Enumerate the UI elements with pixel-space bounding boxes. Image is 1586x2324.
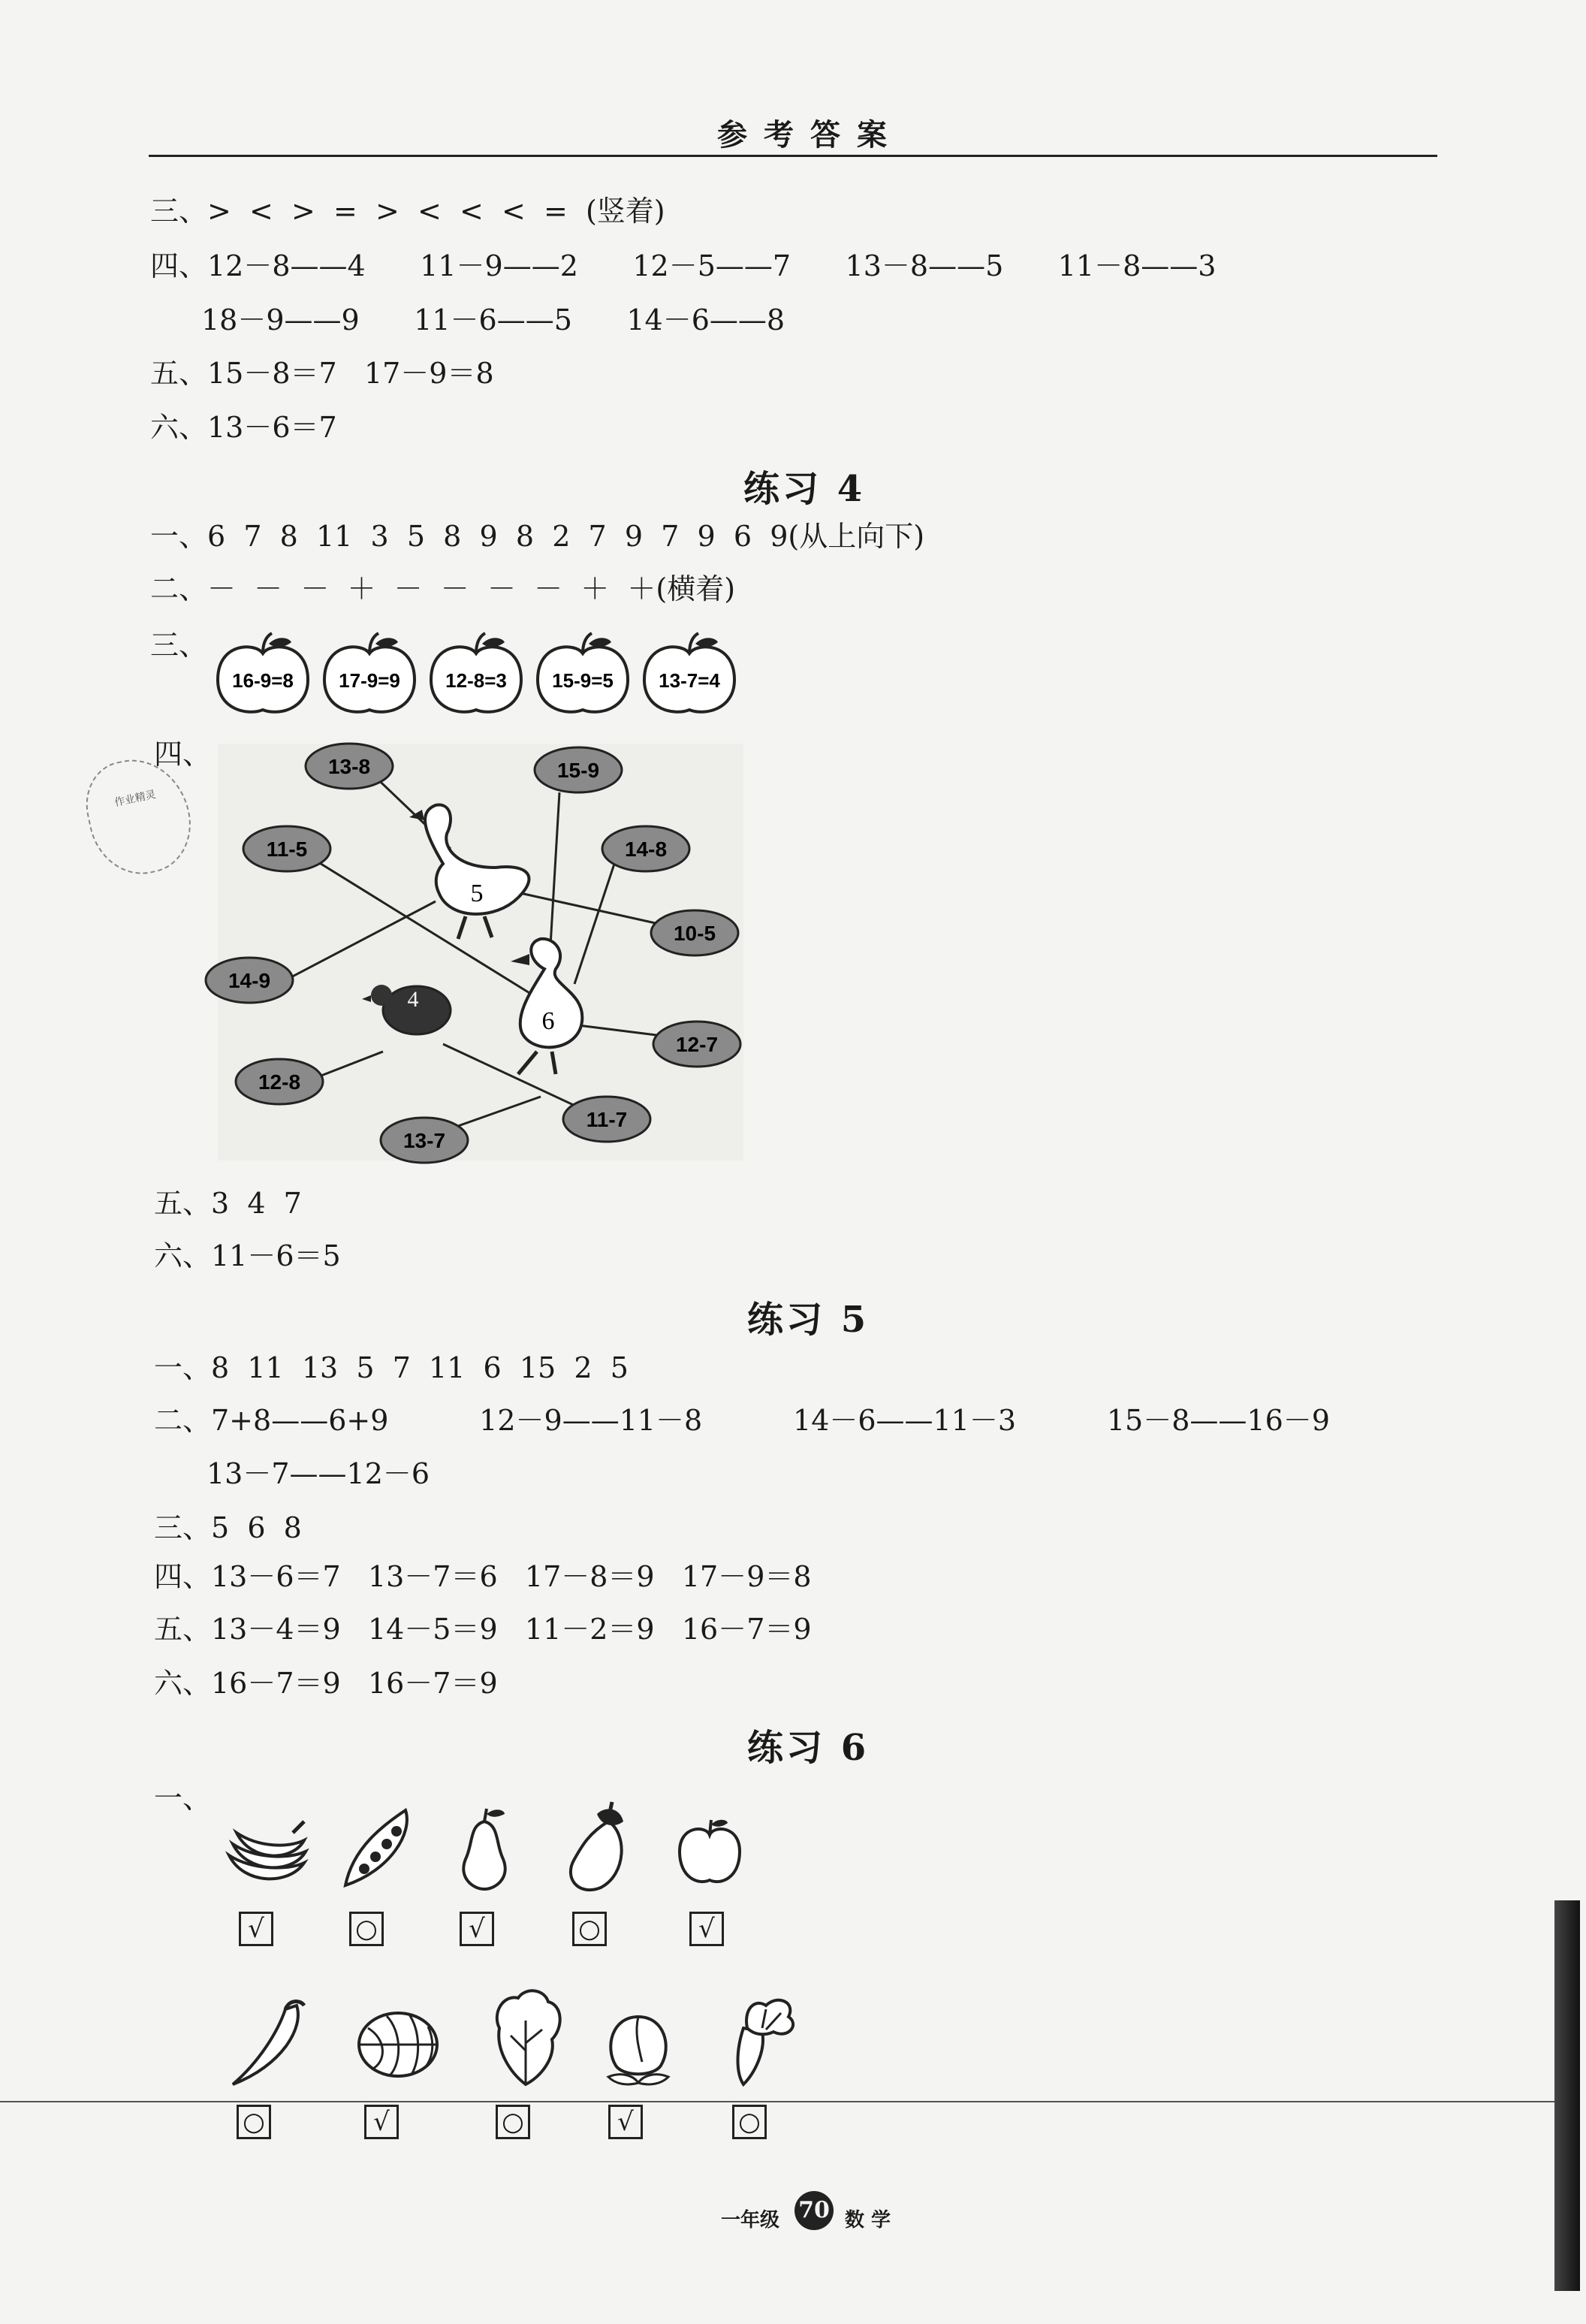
banana-icon	[222, 1810, 312, 1893]
peach-icon	[597, 2002, 680, 2088]
answer-box	[237, 2105, 271, 2139]
oval-text: 15-9	[556, 759, 600, 782]
apple-icon	[431, 633, 521, 712]
exercise-4-title: 练习 4	[743, 468, 866, 510]
oval-text: 14-9	[228, 969, 271, 992]
cabbage-icon	[481, 1983, 571, 2088]
pepper-icon	[222, 1990, 319, 2088]
oval-text: 13-8	[327, 755, 371, 778]
answer-mark: √	[698, 1914, 715, 1944]
matching-diagram	[195, 736, 751, 1172]
oval-text: 11-5	[266, 838, 308, 861]
oval-tag	[381, 1118, 468, 1163]
apple-label: 15-9=5	[552, 669, 614, 692]
oval-text: 10-5	[673, 922, 716, 945]
oval-tag	[535, 747, 622, 792]
answer-mark: ○	[738, 2107, 761, 2137]
answer-line: 四、13－6＝7 13－7＝6 17－8＝9 17－9＝8	[154, 1560, 812, 1593]
apple-label: 17-9=9	[339, 669, 400, 692]
apple-icon	[538, 633, 628, 712]
answer-line: 二、7+8——6+9 12－9——11－8 14－6——11－3 15－8——16－9	[154, 1404, 1330, 1437]
oval-text: 12-8	[258, 1070, 301, 1094]
watermelon-icon	[353, 2006, 443, 2081]
footer-subject: 数 学	[845, 2209, 891, 2232]
oval-tag	[563, 1097, 650, 1142]
oval-text: 12-7	[675, 1033, 719, 1056]
answer-mark: √	[373, 2107, 390, 2137]
answer-mark: ○	[355, 1914, 378, 1944]
oval-tag	[243, 826, 330, 871]
apple-answers	[210, 627, 751, 717]
answer-line: 三、5 6 8	[154, 1511, 302, 1544]
apple-icon	[218, 633, 308, 712]
answer-line: 三、> < > = > < < < = (竖着)	[150, 195, 665, 228]
answer-box	[572, 1912, 607, 1946]
answer-mark: √	[248, 1914, 264, 1944]
answer-line: 四、12－8——4 11－9——2 12－5——7 13－8——5 11－8——3	[150, 249, 1217, 282]
header-rule	[149, 155, 1437, 157]
page-header-title: 参考答案	[717, 117, 903, 152]
answer-line: 18－9——9 11－6——5 14－6——8	[201, 303, 785, 337]
eggplant-icon	[556, 1799, 638, 1897]
answer-mark: √	[617, 2107, 634, 2137]
pear-icon	[443, 1803, 526, 1893]
footer-grade: 一年级	[721, 2209, 780, 2232]
oval-tag	[236, 1059, 323, 1104]
answer-box	[364, 2105, 399, 2139]
apple-fruit-icon	[672, 1806, 747, 1889]
oval-tag	[306, 744, 393, 789]
answer-line: 五、13－4＝9 14－5＝9 11－2＝9 16－7＝9	[154, 1613, 812, 1646]
answer-mark: ○	[578, 1914, 601, 1944]
oval-text: 14-8	[624, 838, 668, 861]
answer-mark: ○	[243, 2107, 265, 2137]
oval-tag	[206, 958, 293, 1003]
answer-line: 六、11－6＝5	[154, 1239, 341, 1272]
answer-line: 一、6 7 8 11 3 5 8 9 8 2 7 9 7 9 6 9(从上向下)	[150, 520, 925, 553]
animal-number: 6	[541, 1007, 555, 1035]
answer-line: 六、16－7＝9 16－7＝9	[154, 1667, 498, 1700]
answer-mark: ○	[502, 2107, 524, 2137]
bottom-rule	[0, 2101, 1562, 2102]
answer-line: 五、3 4 7	[154, 1187, 302, 1220]
apple-label: 12-8=3	[445, 669, 507, 692]
oval-text: 11-7	[586, 1108, 628, 1131]
animal-number: 4	[407, 987, 419, 1012]
answer-line: 一、8 11 13 5 7 11 6 15 2 5	[154, 1351, 629, 1384]
answer-line: 四、	[154, 738, 212, 771]
oval-tag	[653, 1022, 740, 1067]
answer-line: 六、13－6＝7	[150, 411, 337, 444]
stamp-text: 作业精灵	[113, 788, 158, 810]
oval-text: 13-7	[403, 1129, 446, 1152]
peapod-icon	[330, 1803, 421, 1893]
answer-box	[349, 1912, 384, 1946]
page-number: 70	[795, 2191, 834, 2230]
animal-number: 5	[470, 880, 484, 907]
oval-tag	[651, 910, 738, 955]
oval-tag	[602, 826, 689, 871]
apple-label: 13-7=4	[659, 669, 720, 692]
apple-label: 16-9=8	[232, 669, 294, 692]
answer-box	[689, 1912, 724, 1946]
exercise-6-title: 练习 6	[747, 1727, 870, 1769]
answer-line: 五、15－8＝7 17－9＝8	[150, 357, 494, 390]
answer-box	[608, 2105, 643, 2139]
answer-box	[496, 2105, 530, 2139]
answer-line: 三、	[150, 629, 208, 662]
radish-icon	[713, 1990, 804, 2088]
exercise-5-title: 练习 5	[747, 1299, 870, 1341]
answer-box	[732, 2105, 767, 2139]
apple-icon	[324, 633, 415, 712]
answer-line: 13－7——12－6	[207, 1457, 430, 1490]
answer-line: 一、	[154, 1782, 212, 1815]
answer-box	[239, 1912, 273, 1946]
answer-line: 二、－ － － ＋ － － － － ＋ ＋(横着)	[150, 572, 736, 605]
apple-icon	[644, 633, 734, 712]
answer-box	[460, 1912, 494, 1946]
binding-edge	[1554, 1900, 1580, 2291]
answer-mark: √	[469, 1914, 485, 1944]
